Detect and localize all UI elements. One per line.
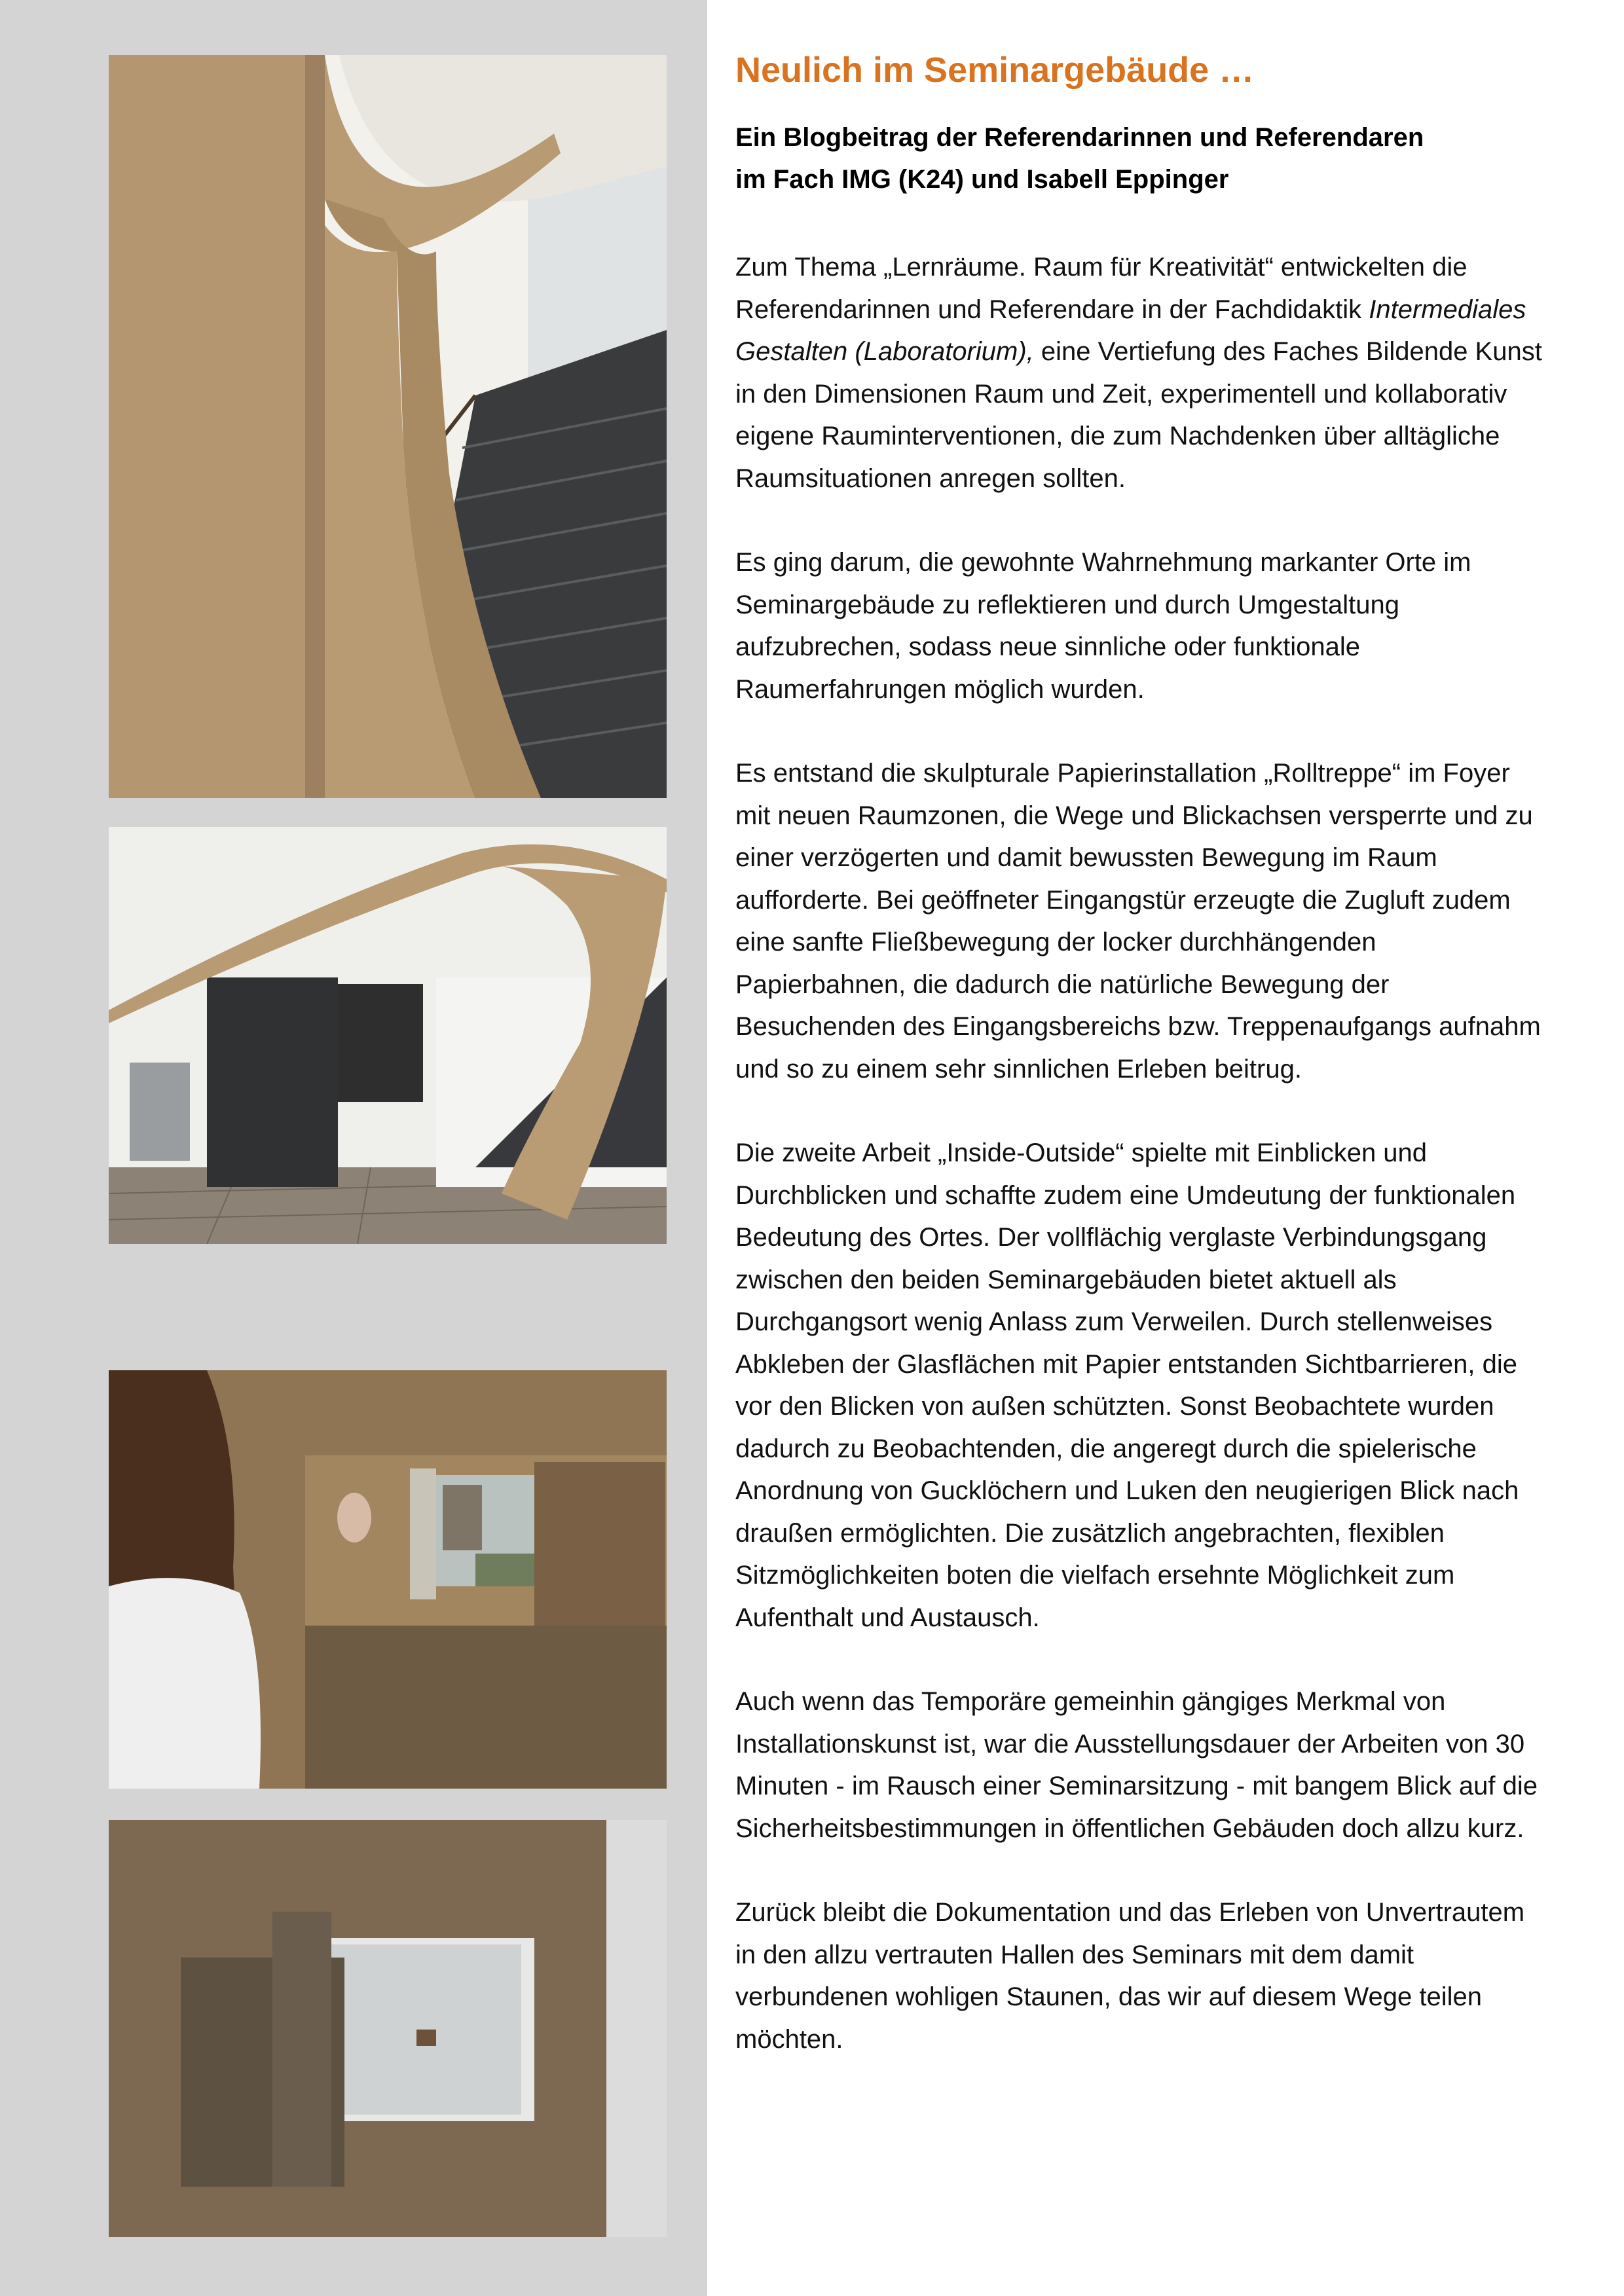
paragraph-temporary: Auch wenn das Temporäre gemeinhin gängiges Merkmal von Installationskunst ist, war die Ausstellungsdauer der Arbeiten von 30 Minuten - im Rausch einer Seminarsitzung - mit bangem Blick auf die Sicherheitsbestimmungen in öffentlichen Gebäuden doch allzu kurz. [735,1687,1538,1843]
article-subtitle [735,117,1547,200]
photo-column [0,0,707,2296]
paragraph-intro-italic: Intermediales Gestalten (Laboratorium), [735,295,1526,366]
article-title: Neulich im Seminargebäude … [735,50,1255,90]
paragraph-intro-text: Zum Thema „Lernräume. Raum für Kreativität“ entwickelten die Referendarinnen und Referendare in der Fachdidaktik [735,253,1467,324]
article [735,41,1547,2060]
subtitle-line-1: Ein Blogbeitrag der Referendarinnen und Referendaren [735,123,1424,152]
subtitle-line-2: im Fach IMG (K24) und Isabell Eppinger [735,165,1229,194]
paragraph-intro [735,246,1547,500]
photo-paper-flap-window [109,1820,667,2237]
photo-staircase-paper-installation [109,55,667,798]
paragraph-goal: Es ging darum, die gewohnte Wahrnehmung markanter Orte im Seminargebäude zu reflektieren und durch Umgestaltung aufzubrechen, sodass neue sinnliche oder funktionale Raumerfahrungen möglich wurden. [735,548,1471,704]
paragraph-inside-outside: Die zweite Arbeit „Inside-Outside“ spielte mit Einblicken und Durchblicken und schaffte zudem eine Umdeutung der funktionalen Bedeutung des Ortes. Der vollflächig verglaste Verbindungsgang zwischen den beiden Seminargebäuden bietet aktuell als Durchgangsort wenig Anlass zum Verweilen. Durch stellenweises Abkleben der Glasflächen mit Papier entstanden Sichtbarrieren, die vor den Blicken von außen schützten. Sonst Beobachtete wurden dadurch zu Beobachtenden, die angeregt durch die spielerische Anordnung von Gucklöchern und Luken den neugierigen Blick nach draußen ermöglichten. Die zusätzlich angebrachten, flexiblen Sitzmöglichkeiten boten die vielfach ersehnte Möglichkeit zum Aufenthalt und Austausch. [735,1139,1519,1632]
paragraph-rolltreppe: Es entstand die skulpturale Papierinstallation „Rolltreppe“ im Foyer mit neuen Raumzonen, die Wege und Blickachsen versperrte und zu einer verzögerten und damit bewussten Bewegung im Raum aufforderte. Bei geöffneter Eingangstür erzeugte die Zugluft zudem eine sanfte Fließbewegung der locker durchhängenden Papierbahnen, die dadurch die natürliche Bewegung der Besuchenden des Eingangsbereichs bzw. Treppenaufgangs aufnahm und so zu einem sehr sinnlichen Erleben beitrug. [735,759,1541,1084]
photo-inside-outside-peephole [109,1370,667,1789]
paragraph-conclusion: Zurück bleibt die Dokumentation und das Erleben von Unvertrautem in den allzu vertrauten Hallen des Seminars mit dem damit verbundenen wohligen Staunen, das wir auf diesem Wege teilen möchten. [735,1898,1525,2054]
paragraph-intro-rest: eine Vertiefung des Faches Bildende Kunst in den Dimensionen Raum und Zeit, experimentell und kollaborativ eigene Rauminterventionen, die zum Nachdenken über alltägliche Raumsituationen anregen sollten. [735,337,1542,493]
photo-foyer-hanging-paper [109,827,667,1244]
